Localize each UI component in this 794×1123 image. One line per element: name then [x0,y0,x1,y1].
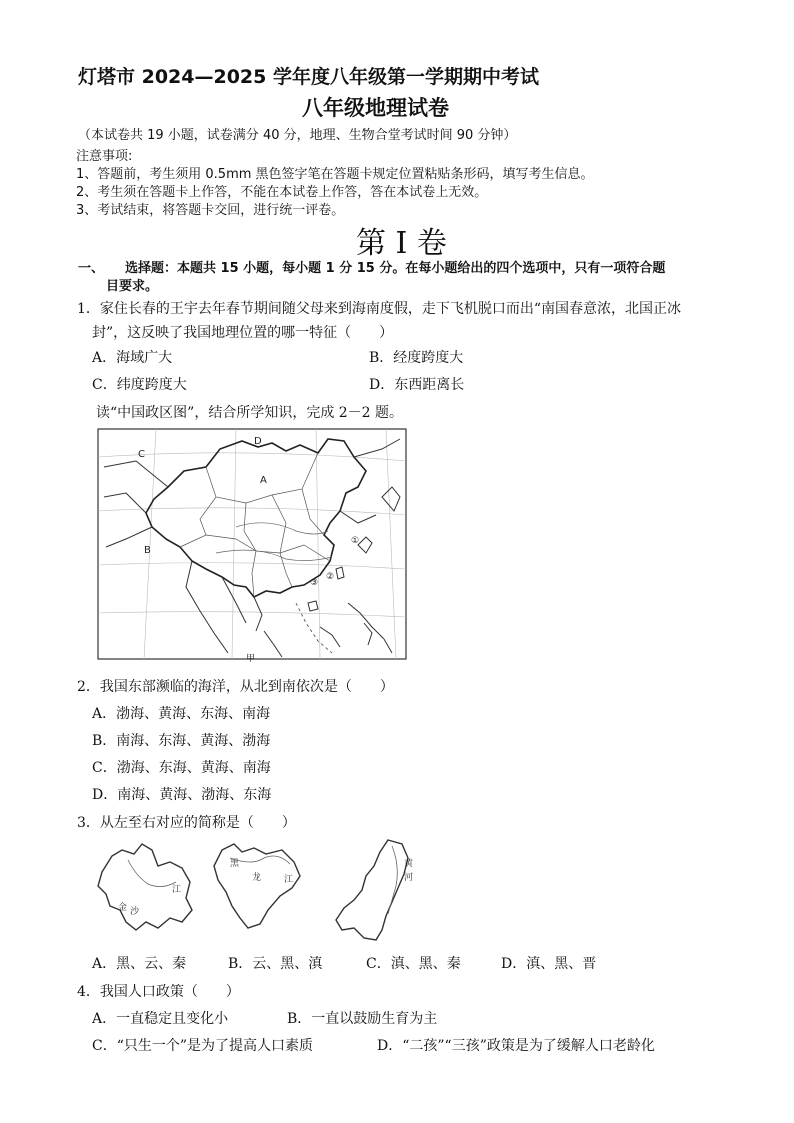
heilongjiang-outline [214,844,300,928]
exam-title: 灯塔市 2024—2025 学年度八年级第一学期期中考试 [78,66,539,88]
shaanxi-river-char-2: 河 [404,873,414,883]
q3-option-d[interactable]: D．滇、黑、晋 [501,956,597,972]
q1-stem-line1: 1．家住长春的王宇去年春节期间随父母来到海南度假，走下飞机脱口而出“南国春意浓，北国正冰 [77,301,682,317]
paper-title: 八年级地理试卷 [302,96,449,120]
q2-option-b[interactable]: B．南海、东海、黄海、渤海 [92,733,271,749]
q3-option-a[interactable]: A．黑、云、秦 [92,956,187,972]
q3-option-b[interactable]: B．云、黑、滇 [228,956,323,972]
q4-option-b[interactable]: B．一直以鼓励生育为主 [287,1011,438,1027]
map-label-c: C [138,449,145,460]
section-title: 第 I 卷 [356,226,447,261]
q4-option-a[interactable]: A．一直稳定且变化小 [92,1011,229,1027]
map-label-a: A [260,475,267,486]
section-number: 一、 [78,261,105,276]
q2-option-d[interactable]: D．南海、黄海、渤海、东海 [92,787,272,803]
notes-heading: 注意事项: [76,149,133,164]
q1-option-d[interactable]: D．东西距离长 [369,377,465,393]
map-label-d: D [254,436,262,447]
note-item-2: 2、考生须在答题卡上作答，不能在本试卷上作答，答在本试卷上无效。 [76,185,488,200]
map-label-1: ① [351,536,360,546]
q2-stem: 2．我国东部濒临的海洋，从北到南依次是（ ） [77,679,394,695]
q1-option-c[interactable]: C．纬度跨度大 [92,377,187,393]
section-instruction-line1: 选择题：本题共 15 小题，每小题 1 分 15 分。在每小题给出的四个选项中，只有一项符合题 [125,261,666,276]
q2-option-a[interactable]: A．渤海、黄海、东海、南海 [92,706,271,722]
q1-option-a[interactable]: A．海域广大 [92,350,173,366]
q1-option-b[interactable]: B．经度跨度大 [369,350,464,366]
q3-option-c[interactable]: C．滇、黑、秦 [366,956,461,972]
q3-stem: 3．从左至右对应的简称是（ ） [77,815,296,831]
exam-info: （本试卷共 19 小题，试卷满分 40 分，地理、生物合堂考试时间 90 分钟） [78,128,517,143]
yunnan-river-char-1: 金 [118,903,128,913]
china-political-map [96,427,412,663]
note-item-3: 3、考试结束，将答题卡交回，进行统一评卷。 [76,203,345,218]
q4-option-c[interactable]: C．“只生一个”是为了提高人口素质 [92,1038,314,1054]
province-outlines-figure [92,836,422,944]
shaanxi-outline [336,840,414,940]
map-label-3: ③ [310,578,319,588]
map-label-jia: 甲 [246,654,256,663]
note-item-1: 1、答题前，考生须用 0.5mm 黑色签字笔在答题卡规定位置粘贴条形码，填写考生信息。 [76,167,594,182]
q4-stem: 4．我国人口政策（ ） [77,984,240,1000]
map-label-b: B [144,545,151,556]
section-instruction-line2: 目要求。 [106,279,159,294]
yunnan-river-char-3: 江 [172,885,182,895]
map-label-2: ② [326,572,335,582]
hlj-river-char-3: 江 [284,875,294,885]
yunnan-outline [98,844,192,930]
shaanxi-river-char-1: 黄 [404,859,414,869]
q4-option-d[interactable]: D．“二孩”“三孩”政策是为了缓解人口老龄化 [377,1038,655,1054]
yunnan-river-char-2: 沙 [130,907,140,917]
q1-stem-line2: 封”，这反映了我国地理位置的哪一特征（ ） [92,325,394,341]
q2-option-c[interactable]: C．渤海、东海、黄海、南海 [92,760,271,776]
reading-prompt: 读“中国政区图”，结合所学知识，完成 2－2 题。 [96,405,404,421]
hlj-river-char-2: 龙 [252,873,262,883]
hlj-river-char-1: 黑 [230,859,240,869]
